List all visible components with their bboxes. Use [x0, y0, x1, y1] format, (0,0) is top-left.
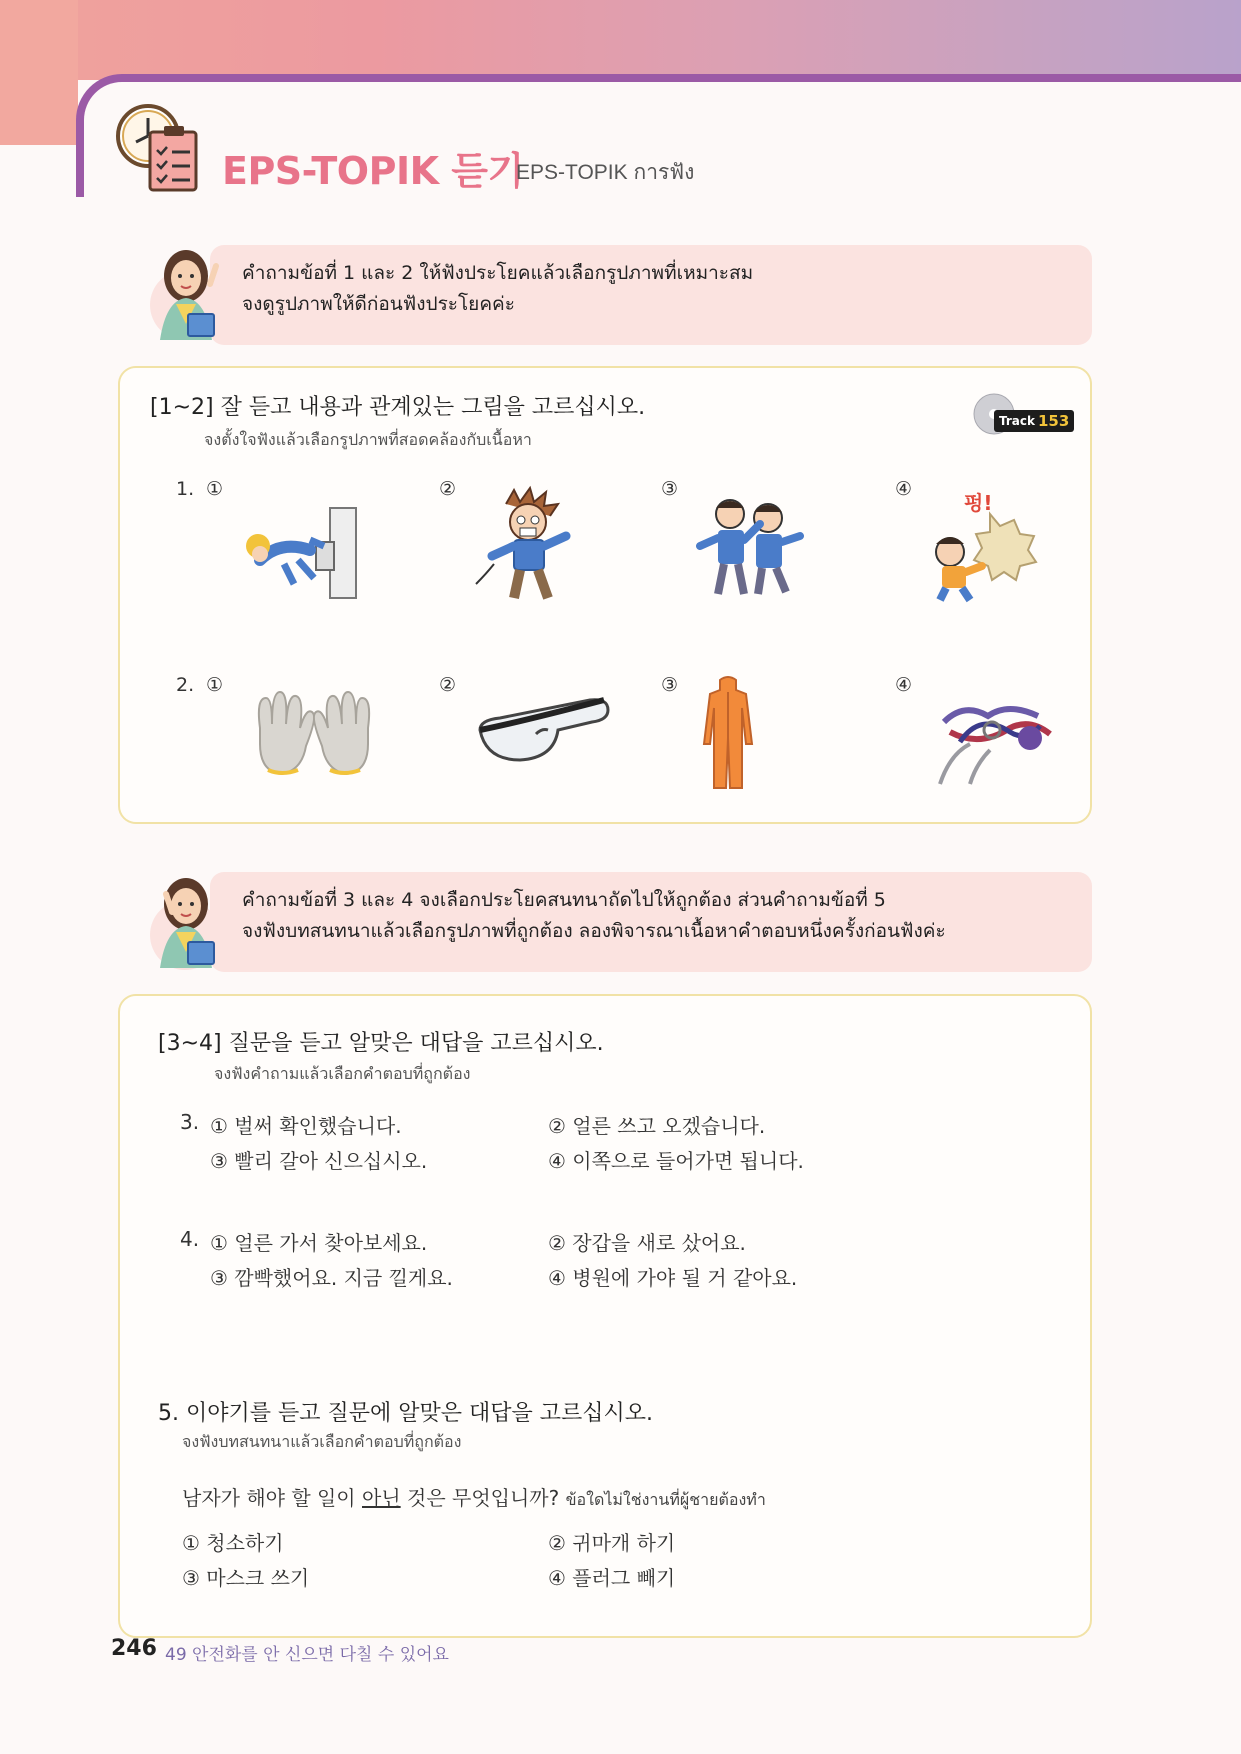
header-gradient-band [0, 0, 1241, 80]
track-label: Track [999, 414, 1035, 428]
option-mark[interactable]: ② [439, 674, 457, 696]
answer-option[interactable]: ③ 빨리 갈아 신으십시오. [210, 1149, 428, 1173]
question5-prompt-thai: ข้อใดไม่ใช่งานที่ผู้ชายต้องทำ [565, 1490, 766, 1509]
page-title: EPS-TOPIK 듣기 [222, 149, 524, 193]
section1-subheading: จงตั้งใจฟังแล้วเลือกรูปภาพที่สอดคล้องกับเนื้อหา [204, 430, 532, 449]
answer-option[interactable]: ② 귀마개 하기 [548, 1531, 676, 1555]
option-mark[interactable]: ③ [661, 478, 679, 500]
question5-heading: 5. 이야기를 듣고 질문에 알맞은 대답을 고르십시오. [158, 1401, 653, 1426]
page-number: 246 [111, 1636, 157, 1661]
section2-heading: [3~4] 질문을 듣고 알맞은 대답을 고르십시오. [158, 1031, 604, 1056]
option-mark[interactable]: ① [206, 674, 224, 696]
answer-option[interactable]: ② 얼른 쓰고 오겠습니다. [548, 1114, 766, 1138]
chapter-title: 49 안전화를 안 신으면 다칠 수 있어요 [165, 1645, 449, 1665]
section2-subheading: จงฟังคำถามแล้วเลือกคำตอบที่ถูกต้อง [214, 1064, 471, 1083]
answer-option[interactable]: ① 얼른 가서 찾아보세요. [210, 1231, 428, 1255]
page-title-thai: EPS-TOPIK การฟัง [516, 161, 695, 184]
teacher-icon [148, 244, 228, 342]
answer-option[interactable]: ② 장갑을 새로 샀어요. [548, 1231, 746, 1255]
answer-option[interactable]: ① 벌써 확인했습니다. [210, 1114, 402, 1138]
instruction-line: คำถามข้อที่ 1 และ 2 ให้ฟังประโยคแล้วเลือกรูปภาพที่เหมาะสม [242, 262, 754, 284]
question-number: 2. [176, 674, 195, 696]
track-number: 153 [1037, 412, 1070, 430]
safety-harness-image[interactable] [930, 688, 1058, 788]
answer-option[interactable]: ④ 이쪽으로 들어가면 됩니다. [548, 1149, 804, 1173]
header-corner-block [0, 0, 78, 145]
answer-option[interactable]: ④ 플러그 빼기 [548, 1566, 676, 1590]
option-mark[interactable]: ② [439, 478, 457, 500]
option-mark[interactable]: ① [206, 478, 224, 500]
option-mark[interactable]: ④ [895, 478, 913, 500]
answer-option[interactable]: ① 청소하기 [182, 1531, 284, 1555]
safety-goggles-image[interactable] [474, 686, 614, 776]
answer-option[interactable]: ④ 병원에 가야 될 거 같아요. [548, 1266, 798, 1290]
section1-heading: [1~2] 잘 듣고 내용과 관계있는 그림을 고르십시오. [150, 395, 646, 420]
option-mark[interactable]: ③ [661, 674, 679, 696]
orange-coverall-image[interactable] [700, 676, 756, 796]
question5-prompt: 남자가 해야 할 일이 아닌 것은 무엇입니까? ข้อใดไม่ใช่งานที่ผู้ชายต้องทำ [182, 1486, 766, 1510]
two-workers-fighting-image[interactable] [688, 490, 808, 600]
work-gloves-image[interactable] [250, 688, 378, 778]
answer-option[interactable]: ③ 깜빡했어요. 지금 낄게요. [210, 1266, 453, 1290]
instruction-bubble-1 [210, 245, 1092, 345]
explosion-worker-image[interactable] [920, 484, 1046, 600]
clock-checklist-icon [116, 104, 202, 194]
falling-worker-image[interactable] [240, 500, 360, 600]
option-mark[interactable]: ④ [895, 674, 913, 696]
question5-emphasis: 아닌 [362, 1486, 401, 1510]
teacher-icon [148, 872, 228, 970]
svg-text:펑!: 펑! [964, 491, 993, 515]
track-badge[interactable] [972, 392, 1070, 438]
question-number: 4. [180, 1227, 200, 1251]
electric-shock-worker-image[interactable] [466, 484, 586, 600]
instruction-line: คำถามข้อที่ 3 และ 4 จงเลือกประโยคสนทนาถัดไปให้ถูกต้อง ส่วนคำถามข้อที่ 5 [242, 889, 886, 911]
answer-option[interactable]: ③ 마스크 쓰기 [182, 1566, 310, 1590]
instruction-line: จงฟังบทสนทนาแล้วเลือกรูปภาพที่ถูกต้อง ลองพิจารณาเนื้อหาคำตอบหนึ่งครั้งก่อนฟังค่ะ [242, 920, 946, 942]
question5-subheading: จงฟังบทสนทนาแล้วเลือกคำตอบที่ถูกต้อง [182, 1432, 462, 1451]
question-number: 3. [180, 1110, 200, 1134]
question-number: 1. [176, 478, 195, 500]
instruction-bubble-2 [210, 872, 1092, 972]
instruction-line: จงดูรูปภาพให้ดีก่อนฟังประโยคค่ะ [242, 293, 515, 315]
